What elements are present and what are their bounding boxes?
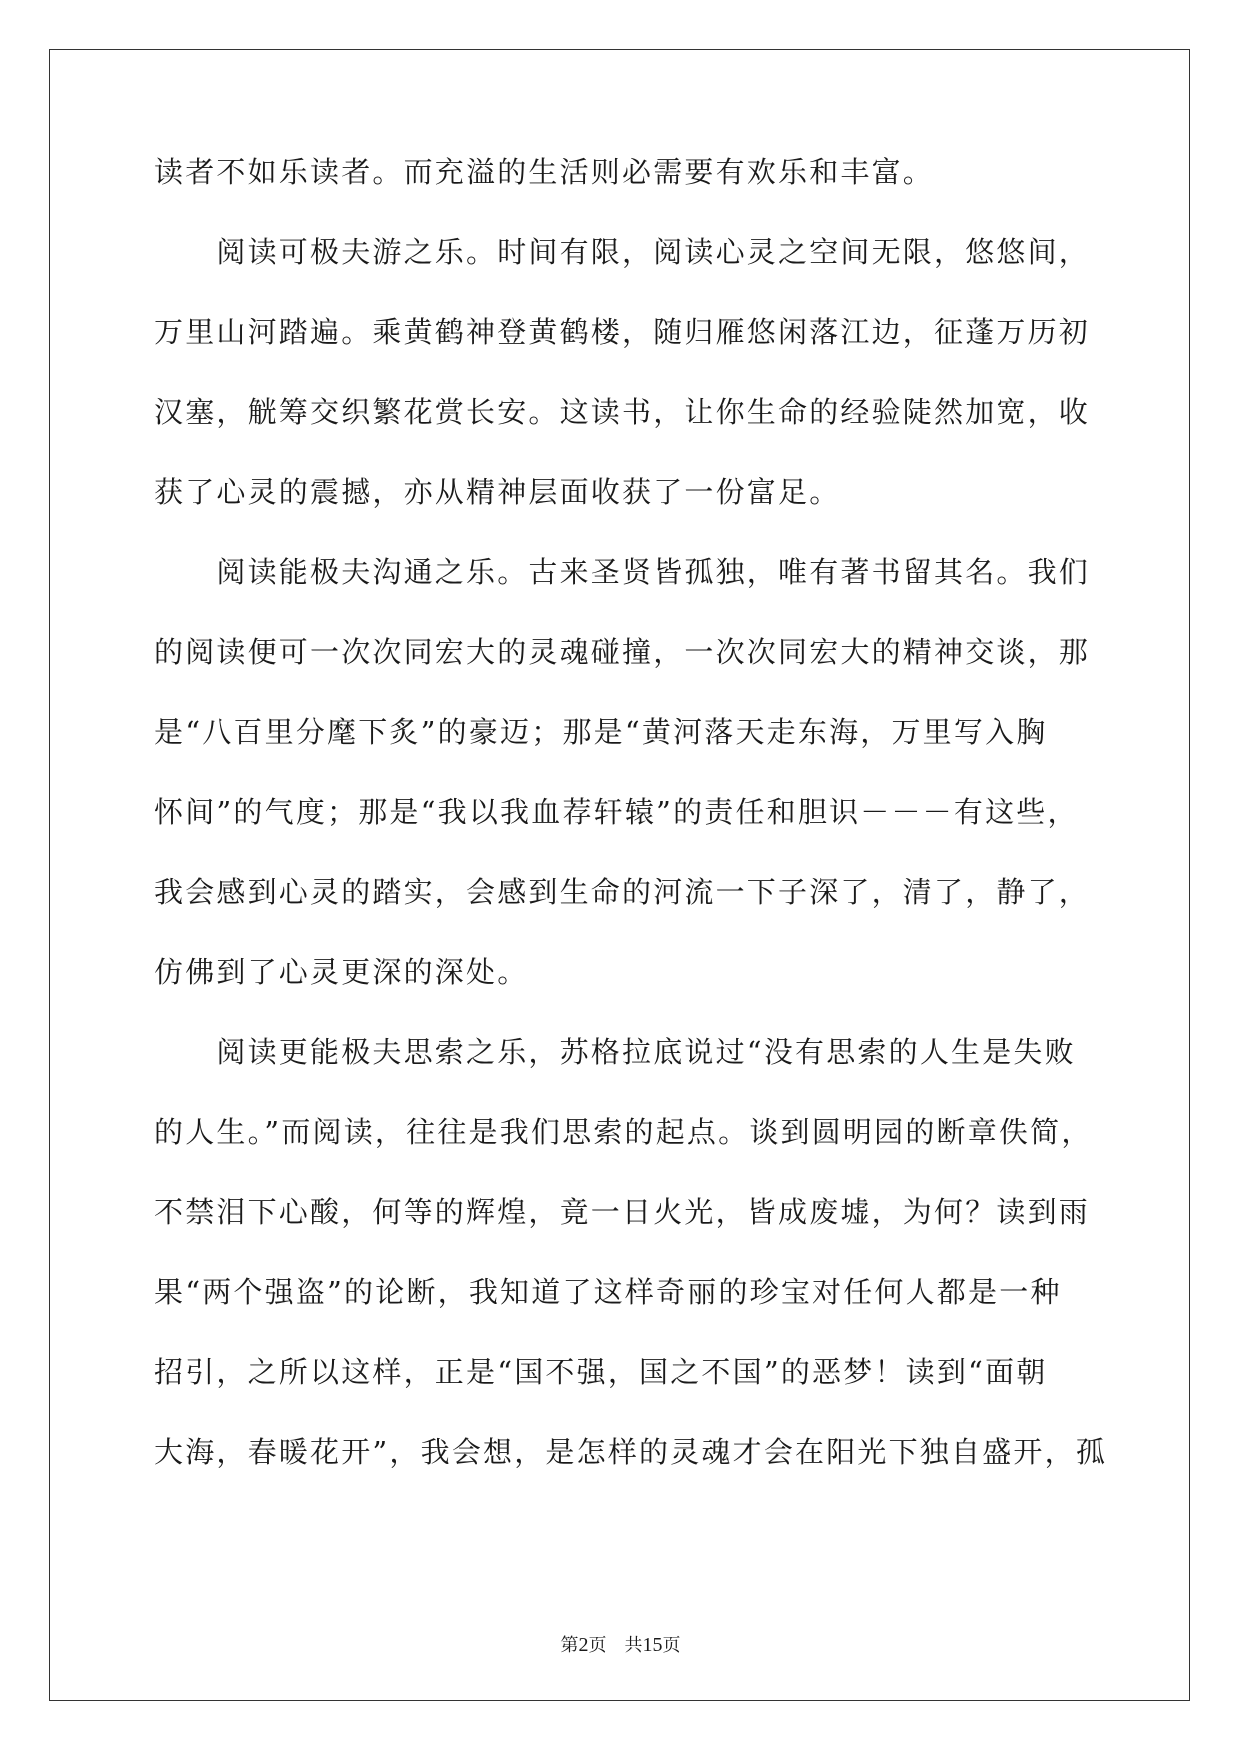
text-line: 我会感到心灵的踏实，会感到生命的河流一下子深了，清了，静了， [154,875,1091,909]
text-line: 万里山河踏遍。乘黄鹤神登黄鹤楼，随归雁悠闲落江边，征蓬万历初 [154,315,1091,349]
text-line: 汉塞，觥筹交织繁花赏长安。这读书，让你生命的经验陡然加宽，收 [154,395,1091,429]
text-line: 果“两个强盗”的论断，我知道了这样奇丽的珍宝对任何人都是一种 [154,1275,1062,1309]
text-line: 阅读更能极夫思索之乐，苏格拉底说过“没有思索的人生是失败 [154,1035,1076,1069]
text-line: 阅读可极夫游之乐。时间有限，阅读心灵之空间无限，悠悠间， [154,235,1091,269]
text-line: 阅读能极夫沟通之乐。古来圣贤皆孤独，唯有著书留其名。我们 [154,555,1091,589]
text-line: 仿佛到了心灵更深的深处。 [154,955,529,989]
text-line: 读者不如乐读者。而充溢的生活则必需要有欢乐和丰富。 [154,155,935,189]
text-line: 的阅读便可一次次同宏大的灵魂碰撞，一次次同宏大的精神交谈，那 [154,635,1091,669]
current-page-number: 2 [578,1634,589,1656]
text-line: 是“八百里分麾下炙”的豪迈；那是“黄河落天走东海，万里写入胸 [154,715,1048,749]
text-line: 不禁泪下心酸，何等的辉煌，竟一日火光，皆成废墟，为何？读到雨 [154,1195,1091,1229]
text-line: 怀间”的气度；那是“我以我血荐轩辕”的责任和胆识－－－有这些， [154,795,1079,829]
text-line: 的人生。”而阅读，往往是我们思索的起点。谈到圆明园的断章佚简， [154,1115,1093,1149]
page-number-footer [0,1631,1241,1657]
total-page-number: 15 [642,1634,663,1656]
text-line: 大海，春暖花开”，我会想，是怎样的灵魂才会在阳光下独自盛开，孤 [154,1435,1108,1469]
page-prefix: 第 [560,1635,579,1656]
text-line: 获了心灵的震撼，亦从精神层面收获了一份富足。 [154,475,841,509]
page-mid: 页 共 [588,1635,643,1656]
page-suffix: 页 [662,1635,681,1656]
text-line: 招引，之所以这样，正是“国不强，国之不国”的恶梦！读到“面朝 [154,1355,1048,1389]
